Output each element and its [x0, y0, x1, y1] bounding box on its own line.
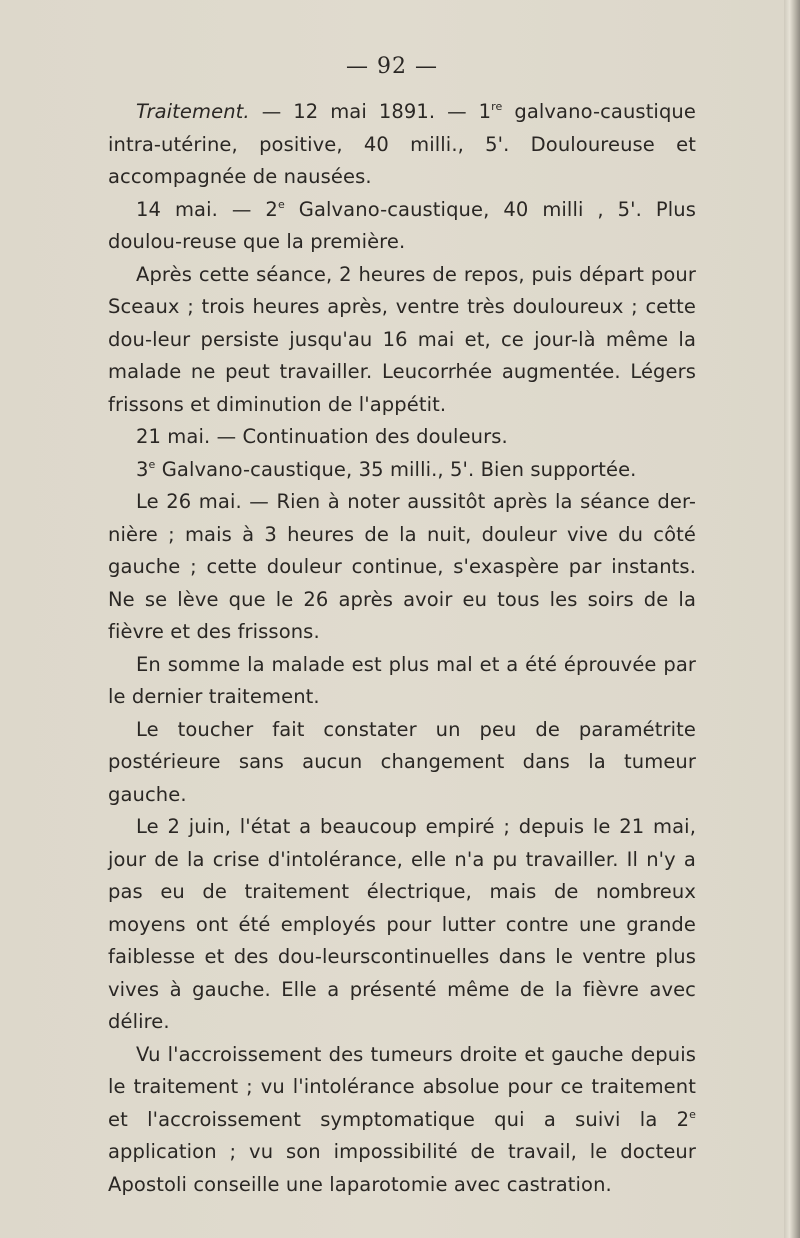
page-number: — 92 —: [346, 54, 438, 79]
superscript: e: [148, 457, 156, 471]
paragraph-text: Vu l'accroissement des tumeurs droite et gauche depuis le traitement ; vu l'intolérance absolue pour ce traitement et l'accroissement symptomatique qui a suivi la 2: [108, 1042, 696, 1131]
page-edge-shadow: [784, 0, 800, 1238]
paragraph-summary: En somme la malade est plus mal et a été éprouvée par le dernier traitement.: [108, 652, 696, 708]
superscript: re: [491, 100, 503, 113]
paragraph-may-26: Le 26 mai. — Rien à noter aussitôt après la séance der-nière ; mais à 3 heures de la nuit, douleur vive du côté gauche ; cette douleur continue, s'exaspère par instants. Ne se lève que le 26 après avoir eu tous les soirs de la fièvre et des frissons.: [108, 490, 696, 643]
paragraph-third-session: [108, 454, 696, 487]
paragraph-treatment: [108, 96, 696, 194]
paragraph-text: 3: [136, 457, 149, 481]
paragraph-text: galvano-caustique intra-utérine, positive, 40 milli., 5'. Douloureuse et accompagnée de nausées.: [108, 100, 696, 188]
paragraph-may-14: [108, 194, 696, 259]
superscript: e: [277, 197, 285, 211]
section-lead: Traitement.: [136, 100, 250, 123]
paragraph-text: — 12 mai 1891. — 1: [249, 100, 492, 123]
paragraph-conclusion: [108, 1039, 696, 1202]
paragraph-text: Galvano-caustique, 40 milli , 5'. Plus doulou-reuse que la première.: [108, 197, 696, 253]
paragraph-text: Galvano-caustique, 35 milli., 5'. Bien supportée.: [155, 457, 637, 481]
superscript: e: [689, 1107, 696, 1121]
body-text: [108, 96, 696, 1201]
paragraph-text: application ; vu son impossibilité de travail, le docteur Apostoli conseille une laparotomie avec castration.: [108, 1140, 696, 1196]
paragraph-after-session: Après cette séance, 2 heures de repos, puis départ pour Sceaux ; trois heures après, ventre très douloureux ; cette dou-leur persiste jusqu'au 16 mai et, ce jour-là même la malade ne peut travailler. Leucorrhée augmentée. Légers frissons et diminution de l'appétit.: [108, 262, 696, 416]
paragraph-text: 14 mai. — 2: [136, 197, 278, 221]
paragraph-examination: Le toucher fait constater un peu de paramétrite postérieure sans aucun changement dans la tumeur gauche.: [108, 717, 696, 806]
paragraph-may-21: 21 mai. — Continuation des douleurs.: [136, 425, 508, 448]
paragraph-june-2: Le 2 juin, l'état a beaucoup empiré ; depuis le 21 mai, jour de la crise d'intolérance, elle n'a pu travailler. Il n'y a pas eu de traitement électrique, mais de nombreux moyens ont été employés pour lutter contre une grande faiblesse et des dou-leurscontinuelles dans le ventre plus vives à gauche. Elle a présenté même de la fièvre avec délire.: [108, 815, 696, 1033]
